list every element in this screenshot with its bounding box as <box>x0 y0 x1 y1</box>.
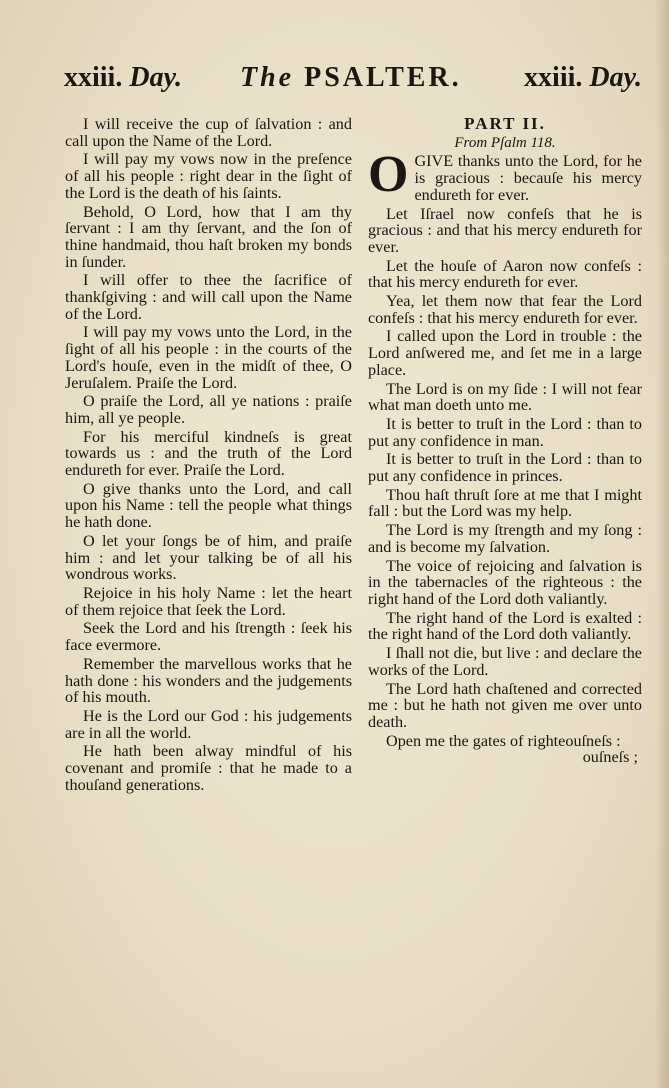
verse: Let Iſrael now confeſs that he is gracious : and that his mercy endureth for ever. <box>368 204 642 256</box>
verse: I will pay my vows now in the preſence of all his people : right dear in the ſight of the Lord is the death of his ſaints. <box>65 150 352 202</box>
header-center-prefix: The <box>240 62 295 93</box>
verse: The voice of rejoicing and ſalvation is in the tabernacles of the righteous : the right hand of the Lord doth valiantly. <box>368 556 642 608</box>
verse: I will receive the cup of ſalvation : and call upon the Name of the Lord. <box>65 115 352 150</box>
verse: I will pay my vows unto the Lord, in the ſight of all his people : in the courts of the Lord's houſe, even in the midſt of thee, O Jeruſalem. Praiſe the Lord. <box>65 323 352 392</box>
header-title <box>240 62 462 94</box>
verse: The right hand of the Lord is exalted : the right hand of the Lord doth valiantly. <box>368 608 642 644</box>
verse: O let your ſongs be of him, and praiſe him : and let your talking be of all his wondrous works. <box>65 531 352 584</box>
verse: The Lord is on my ſide : I will not fear what man doeth unto me. <box>368 379 642 415</box>
page-edge-shadow <box>655 0 669 1088</box>
header-right-suffix: Day. <box>589 62 642 93</box>
verse: It is better to truſt in the Lord : than to put any confidence in princes. <box>368 450 642 486</box>
drop-cap: O <box>368 146 409 204</box>
verse: Behold, O Lord, how that I am thy ſervant : I am thy ſervant, and the ſon of thine handmaid, thou haſt broken my bonds in ſunder. <box>65 202 352 271</box>
verse: Yea, let them now that fear the Lord confeſs : that his mercy endureth for ever. <box>368 292 642 327</box>
verse: The Lord is my ſtrength and my ſong : and is become my ſalvation. <box>368 521 642 556</box>
header-left-prefix: xxiii. <box>64 62 123 93</box>
verse: For his merciful kindneſs is great towards us : and the truth of the Lord endureth for ever. Praiſe the Lord. <box>65 427 352 480</box>
verse: Rejoice in his holy Name : let the heart of them rejoice that ſeek the Lord. <box>65 583 352 619</box>
verse: It is better to truſt in the Lord : than to put any confidence in man. <box>368 414 642 450</box>
part-title: PART II. <box>464 114 546 133</box>
verse: Seek the Lord and his ſtrength : ſeek his face evermore. <box>65 619 352 655</box>
header-day-right <box>524 62 642 94</box>
verse: I will offer to thee the ſacrifice of thankſgiving : and will call upon the Name of the Lord. <box>65 271 352 323</box>
catchword: ouſneſs ; <box>582 748 638 767</box>
first-verse-text: GIVE thanks unto the Lord, for he is gracious : becauſe his mercy endureth for ever. <box>414 152 642 204</box>
header-center-title: PSALTER. <box>304 62 462 93</box>
right-column <box>368 116 642 766</box>
header-left-suffix: Day. <box>129 62 182 93</box>
verse: He hath been alway mindful of his covenant and promiſe : that he made to a thouſand generations. <box>65 742 352 794</box>
header-right-prefix: xxiii. <box>524 62 583 93</box>
verse: Remember the marvellous works that he hath done : his wonders and the judgements of his mouth. <box>65 654 352 707</box>
verse: Open me the gates of righteouſneſs : <box>386 731 621 750</box>
verse: Thou haſt thruſt ſore at me that I might fall : but the Lord was my help. <box>368 485 642 521</box>
left-column <box>65 116 352 793</box>
verse: O praiſe the Lord, all ye nations : praiſe him, all ye people. <box>65 392 352 427</box>
first-verse <box>368 146 642 204</box>
verse: Let the houſe of Aaron now confeſs : that his mercy endureth for ever. <box>368 256 642 292</box>
header-day-left <box>64 62 182 94</box>
verse: I called upon the Lord in trouble : the Lord anſwered me, and ſet me in a large place. <box>368 327 642 379</box>
verse: O give thanks unto the Lord, and call upon his Name : tell the people what things he hath done. <box>65 479 352 532</box>
part-subtitle: From Pſalm 118. <box>454 134 556 151</box>
verse: He is the Lord our God : his judgements are in all the world. <box>65 706 352 742</box>
verse: I ſhall not die, but live : and declare the works of the Lord. <box>368 644 642 679</box>
verse: The Lord hath chaſtened and corrected me : but he hath not given me over unto death. <box>368 679 642 731</box>
running-header <box>64 62 642 102</box>
